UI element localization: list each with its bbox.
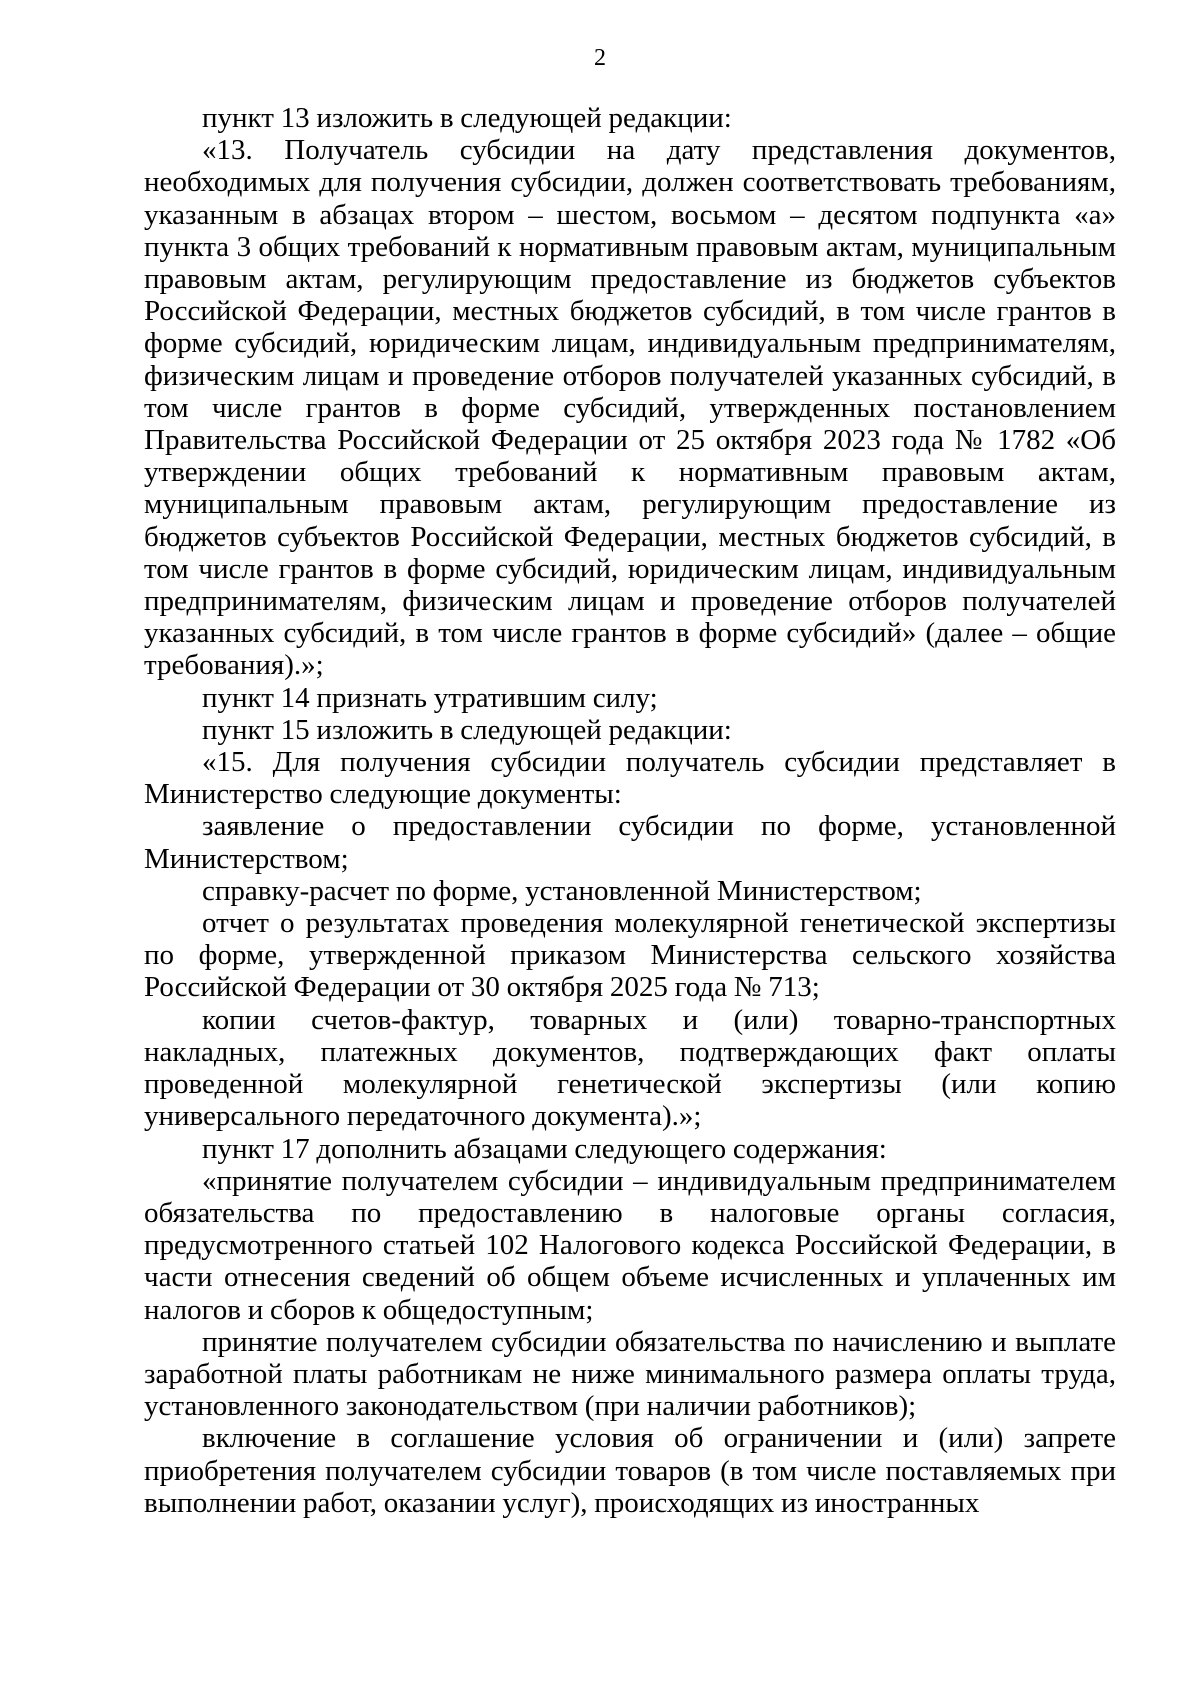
page-number: 2: [594, 45, 606, 71]
paragraph-item-13-intro: пункт 13 изложить в следующей редакции:: [202, 102, 732, 134]
paragraph-item-17-intro: пункт 17 дополнить абзацами следующего содержания:: [202, 1132, 887, 1165]
paragraph-item-14: пункт 14 признать утратившим силу;: [202, 681, 658, 714]
paragraph-tax-consent: «принятие получателем субсидии – индивидуальным предпринимателем обязательства по предоставлению в налоговые органы согласия, предусмотренного статьей 102 Налогового кодекса Российской Федерации, в части отнесения сведений об общем объеме исчисленных и уплаченных им налогов и сборов к общедоступным;: [144, 1164, 1116, 1326]
paragraph-item-15-text: «15. Для получения субсидии получатель субсидии представляет в Министерство следующие документы:: [144, 746, 1116, 811]
paragraph-invoices: копии счетов-фактур, товарных и (или) товарно-транспортных накладных, платежных документов, подтверждающих факт оплаты проведенной молекулярной генетической экспертизы (или копию универсального передаточного документа).»;: [144, 1003, 1116, 1133]
paragraph-report: отчет о результатах проведения молекулярной генетической экспертизы по форме, утвержденной приказом Министерства сельского хозяйства Российской Федерации от 30 октября 2025 года № 713;: [144, 907, 1116, 1004]
document-body: [144, 102, 1116, 1519]
paragraph-wages: принятие получателем субсидии обязательства по начислению и выплате заработной платы работникам не ниже минимального размера оплаты труда, установленного законодательством (при наличии работников);: [144, 1325, 1116, 1423]
paragraph-item-15-intro: пункт 15 изложить в следующей редакции:: [202, 713, 732, 746]
paragraph-calculation: справку-расчет по форме, установленной Министерством;: [202, 874, 922, 907]
paragraph-foreign-goods: включение в соглашение условия об ограничении и (или) запрете приобретения получателем субсидии товаров (в том числе поставляемых при выполнении работ, оказании услуг), происходящих из иностранных: [144, 1422, 1116, 1519]
paragraph-item-13-text: «13. Получатель субсидии на дату представления документов, необходимых для получения субсидии, должен соответствовать требованиям, указанным в абзацах втором – шестом, восьмом – десятом подпункта «а» пункта 3 общих требований к нормативным правовым актам, муниципальным правовым актам, регулирующим предоставление из бюджетов субъектов Российской Федерации, местных бюджетов субсидий, в том числе грантов в форме субсидий, юридическим лицам, индивидуальным предпринимателям, физическим лицам и проведение отборов получателей указанных субсидий, в том числе грантов в форме субсидий, утвержденных постановлением Правительства Российской Федерации от 25 октября 2023 года № 1782 «Об утверждении общих требований к нормативным правовым актам, муниципальным правовым актам, регулирующим предоставление из бюджетов субъектов Российской Федерации, местных бюджетов субсидий, в том числе грантов в форме субсидий, юридическим лицам, индивидуальным предпринимателям, физическим лицам и проведение отборов получателей указанных субсидий, в том числе грантов в форме субсидий» (далее – общие требования).»;: [144, 134, 1116, 682]
paragraph-application: заявление о предоставлении субсидии по форме, установленной Министерством;: [144, 810, 1116, 875]
